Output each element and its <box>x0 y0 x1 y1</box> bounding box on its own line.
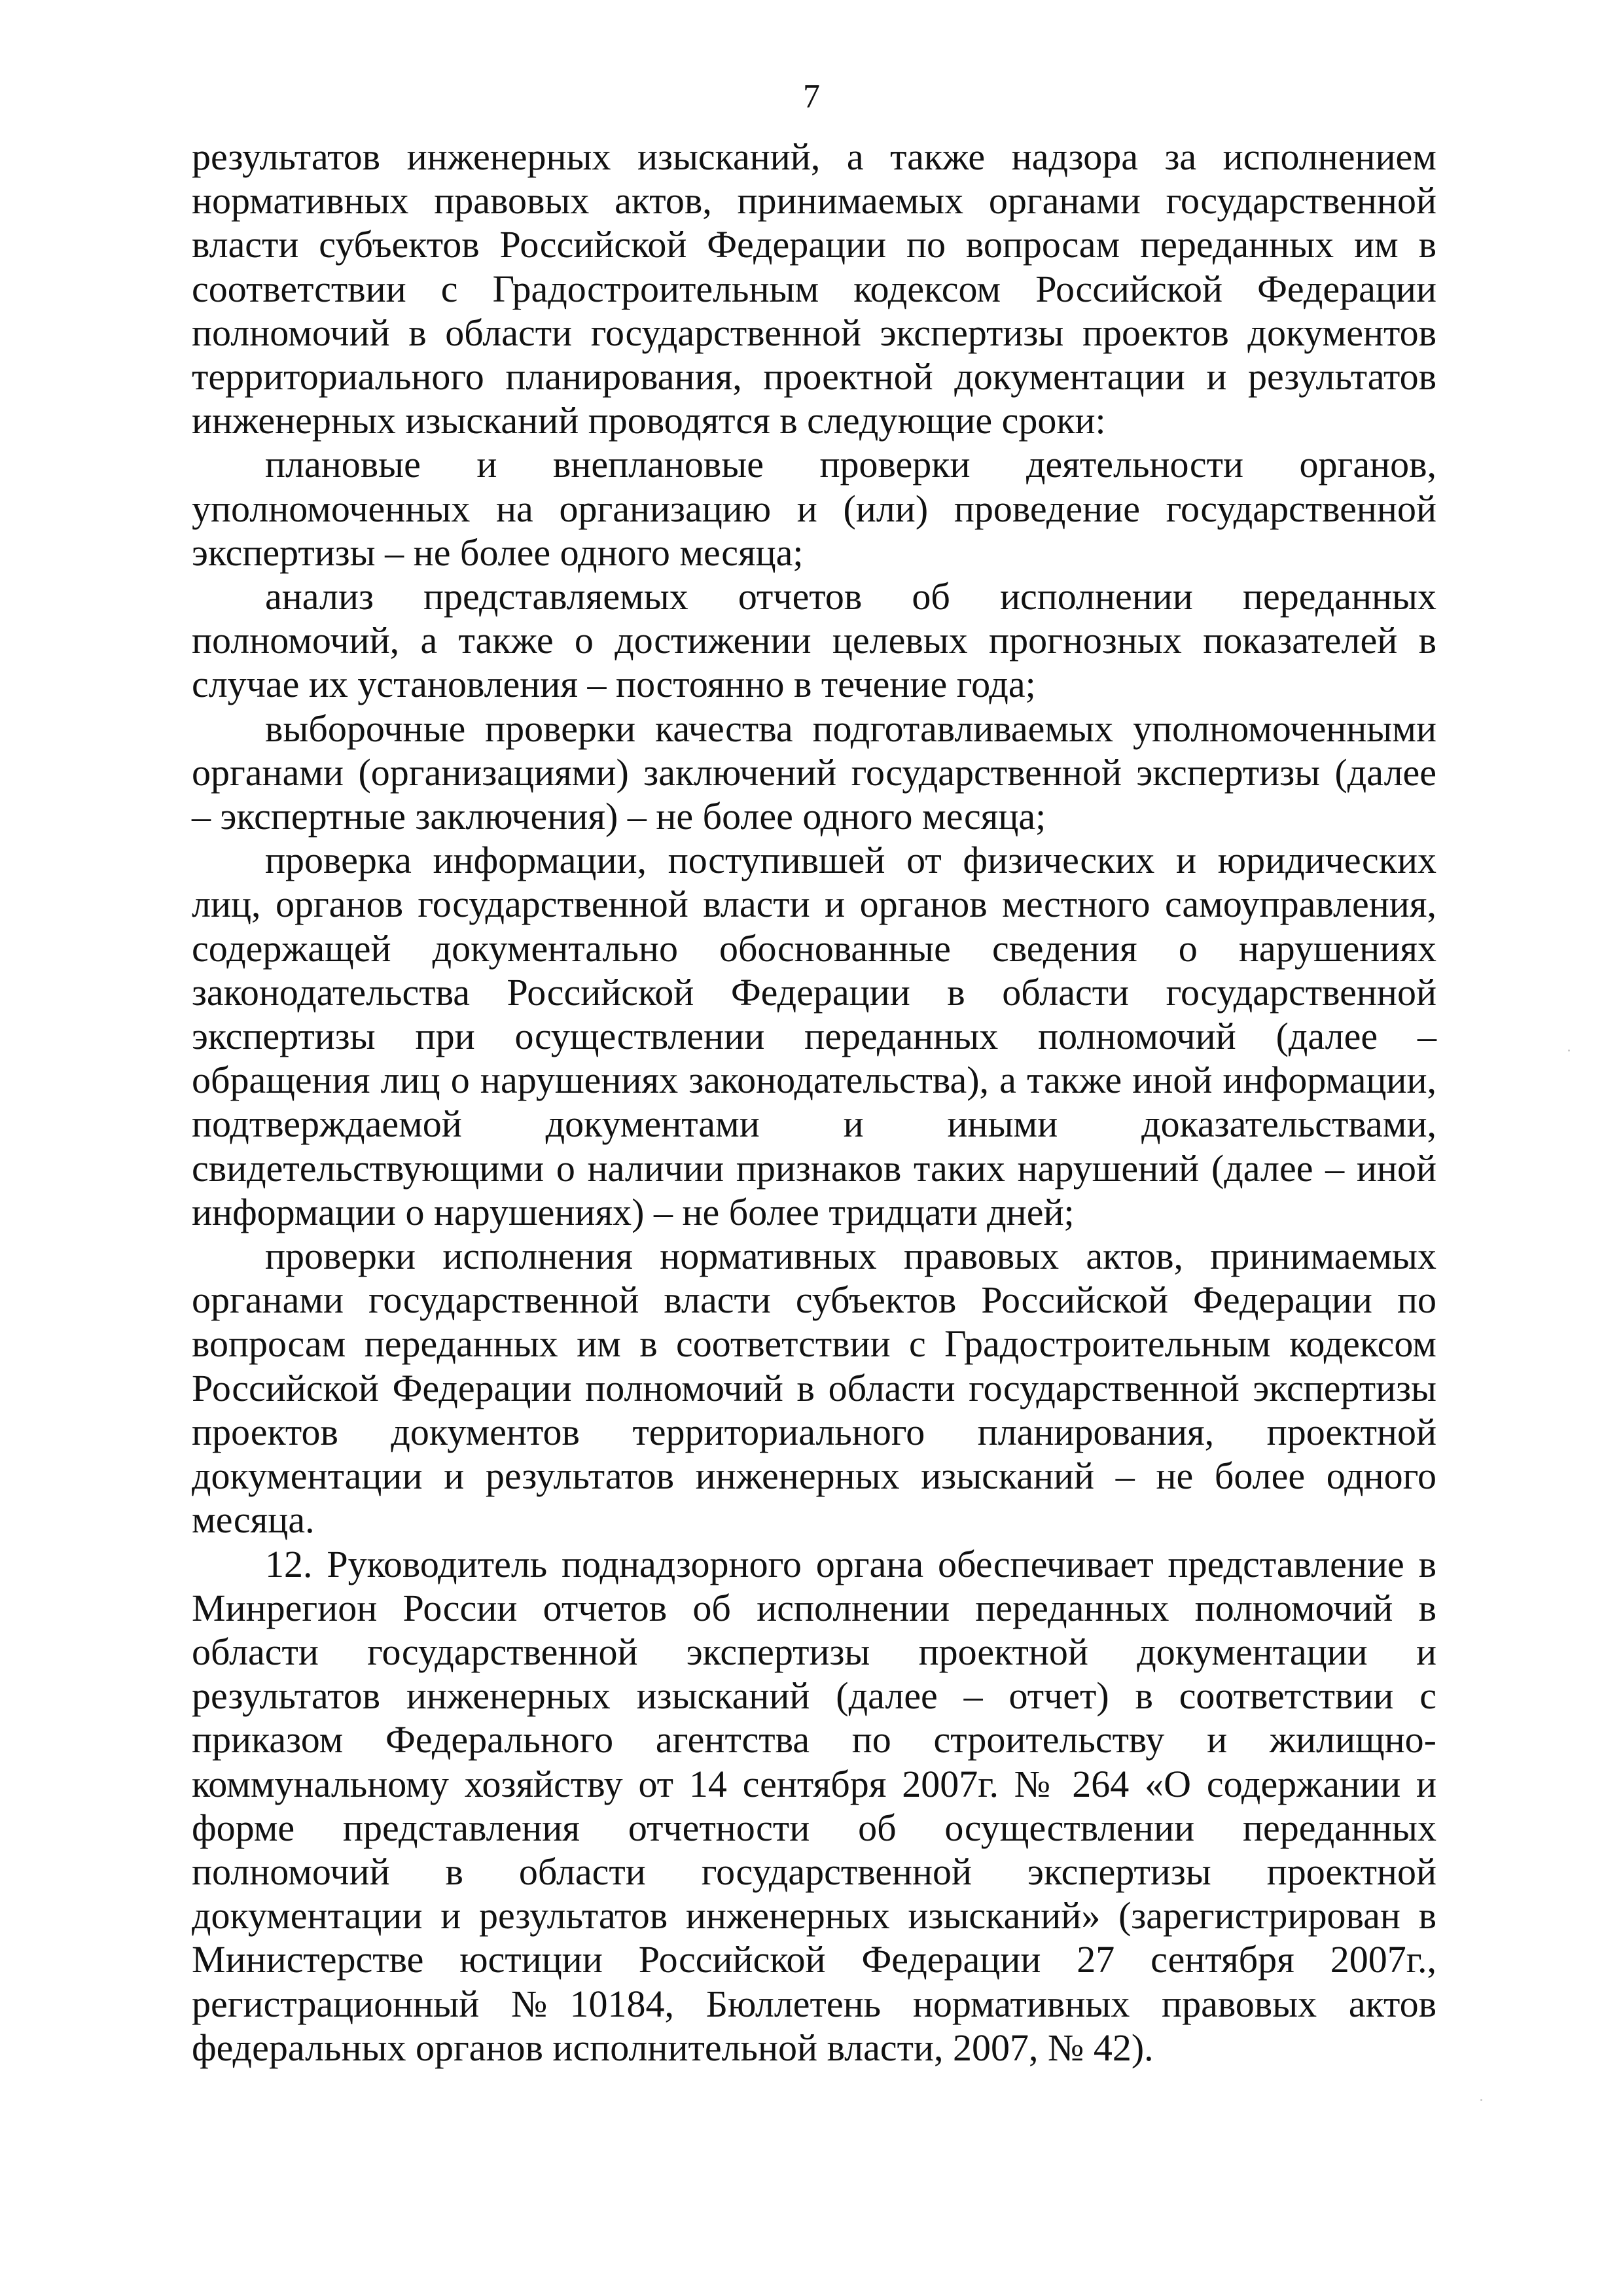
paragraph-reports-analysis: анализ представляемых отчетов об исполнении переданных полномочий, а также о достижении целевых прогнозных показателей в случае их установления – постоянно в течение года; <box>192 575 1436 706</box>
scan-artifact <box>1568 1050 1570 1051</box>
paragraph-continuation: результатов инженерных изысканий, а также надзора за исполнением нормативных правовых актов, принимаемых органами государственной власти субъектов Российской Федерации по вопросам переданных им в соответствии с Градостроительным кодексом Российской Федерации полномочий в области государственной экспертизы проектов документов территориального планирования, проектной документации и результатов инженерных изысканий проводятся в следующие сроки: <box>192 135 1436 442</box>
paragraph-selective-checks: выборочные проверки качества подготавливаемых уполномоченными органами (организациями) заключений государственной экспертизы (далее – экспертные заключения) – не более одного месяца; <box>192 707 1436 838</box>
page-number: 7 <box>803 78 820 115</box>
paragraph-acts-execution-check: проверки исполнения нормативных правовых актов, принимаемых органами государственной власти субъектов Российской Федерации по вопросам переданных им в соответствии с Градостроительным кодексом Российской Федерации полномочий в области государственной экспертизы проектов документов территориального планирования, проектной документации и результатов инженерных изысканий – не более одного месяца. <box>192 1235 1436 1542</box>
paragraph-information-check: проверка информации, поступившей от физических и юридических лиц, органов государственной власти и органов местного самоуправления, содержащей документально обоснованные сведения о нарушениях законодательства Российской Федерации в области государственной экспертизы при осуществлении переданных полномочий (далее – обращения лиц о нарушениях законодательства), а также иной информации, подтверждаемой документами и иными доказательствами, свидетельствующими о наличии признаков таких нарушений (далее – иной информации о нарушениях) – не более тридцати дней; <box>192 839 1436 1233</box>
paragraph-item-12: 12. Руководитель поднадзорного органа обеспечивает представление в Минрегион России отчетов об исполнении переданных полномочий в области государственной экспертизы проектной документации и результатов инженерных изысканий (далее – отчет) в соответствии с приказом Федерального агентства по строительству и жилищно-коммунальному хозяйству от 14 сентября 2007г. № 264 «О содержании и форме представления отчетности об осуществлении переданных полномочий в области государственной экспертизы проектной документации и результатов инженерных изысканий» (зарегистрирован в Министерстве юстиции Российской Федерации 27 сентября 2007г., регистрационный №10184, Бюллетень нормативных правовых актов федеральных органов исполнительной власти, 2007, № 42). <box>192 1542 1436 2069</box>
scan-artifact <box>1480 2099 1482 2101</box>
document-body <box>192 135 1436 2070</box>
paragraph-planned-inspections: плановые и внеплановые проверки деятельности органов, уполномоченных на организацию и (или) проведение государственной экспертизы – не более одного месяца; <box>192 443 1436 574</box>
